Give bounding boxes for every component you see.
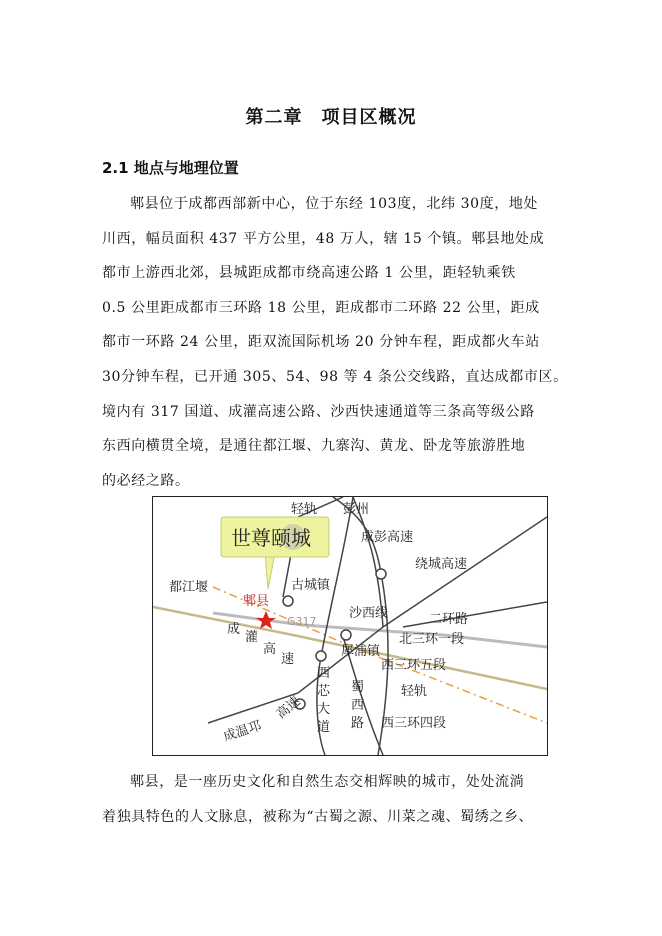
label-g317: G317: [287, 615, 317, 628]
label-guchengzhen: 古城镇: [291, 578, 331, 593]
interchange-marker: [316, 651, 326, 661]
interchange-marker: [283, 596, 293, 606]
label-chengguan: 成: [227, 622, 241, 637]
section-title: 2.1 地点与地理位置: [102, 159, 239, 177]
label-chengguan: 速: [281, 652, 295, 667]
paragraph-line: 川西，幅员面积 437 平方公里，48 万人，辖 15 个镇。郫县地处成: [102, 230, 545, 247]
paragraph-line: 着独具特色的人文脉息，被称为“古蜀之源、川菜之魂、蜀绣之乡、: [102, 808, 534, 825]
paragraph-line: 的必经之路。: [102, 472, 190, 489]
label-pixian: 郫县: [243, 594, 270, 609]
label-xixin: 大: [317, 702, 331, 717]
label-shuxi: 西: [351, 698, 365, 713]
label-shuxi: 路: [351, 716, 365, 731]
chapter-title: 第二章 项目区概况: [245, 107, 417, 128]
label-chengguan: 灌: [245, 630, 259, 645]
label-light-rail-top: 轻轨: [291, 502, 318, 517]
label-ring-expressway: 绕城高速: [415, 557, 468, 572]
label-xixin: 西: [317, 666, 331, 681]
paragraph-culture: [102, 765, 562, 834]
label-west-third-ring-4: 西三环四段: [381, 716, 447, 731]
label-shuxi: 蜀: [351, 680, 365, 695]
label-chengwenqiong: 成温邛: [221, 718, 264, 745]
paragraph-line: 境内有 317 国道、成灌高速公路、沙西快速通道等三条高等级公路: [102, 403, 535, 420]
label-xipu-town: 犀浦镇: [341, 644, 381, 659]
label-chengguan: 高: [263, 642, 277, 657]
paragraph-line: 都市上游西北郊，县城距成都市绕高速公路 1 公里，距轻轨乘铁: [102, 265, 516, 282]
interchange-marker: [341, 630, 351, 640]
label-light-rail-bottom: 轻轨: [401, 684, 428, 699]
label-west-third-ring-5: 西三环五段: [381, 658, 447, 673]
label-chengpeng-expressway: 成彭高速: [361, 530, 414, 545]
label-shaxi-line: 沙西线: [349, 606, 389, 621]
paragraph-line: 30分钟车程，已开通 305、54、98 等 4 条公交线路，直达成都市区。: [102, 368, 568, 385]
label-second-ring: 二环路: [429, 612, 469, 627]
paragraph-location: [102, 187, 568, 498]
paragraph-line: 东西向横贯全境，是通往都江堰、九寨沟、黄龙、卧龙等旅游胜地: [102, 438, 526, 455]
road-second-ring: [403, 602, 547, 627]
interchange-marker: [376, 569, 386, 579]
label-gaosu: 高速: [273, 693, 304, 723]
paragraph-line: 都市一环路 24 公里，距双流国际机场 20 分钟车程，距成都火车站: [102, 334, 540, 351]
callout-text: 世尊颐城: [231, 526, 311, 550]
paragraph-line: 郫县，是一座历史文化和自然生态交相辉映的城市，处处流淌: [130, 774, 525, 790]
paragraph-line: 郫县位于成都西部新中心，位于东经 103度，北纬 30度，地处: [130, 196, 539, 212]
label-dujiangyan: 都江堰: [169, 580, 209, 595]
location-star-icon: [256, 611, 276, 629]
label-pengzhou: 彭州: [343, 502, 370, 517]
label-north-third-ring-1: 北三环一段: [399, 632, 465, 647]
label-xixin: 道: [317, 720, 331, 735]
label-xixin: 芯: [317, 684, 331, 699]
location-map: [152, 496, 548, 756]
location-map-graphic: [153, 497, 547, 755]
callout-pointer: [265, 553, 275, 589]
paragraph-line: 0.5 公里距成都市三环路 18 公里，距成都市二环路 22 公里，距成: [102, 299, 540, 316]
